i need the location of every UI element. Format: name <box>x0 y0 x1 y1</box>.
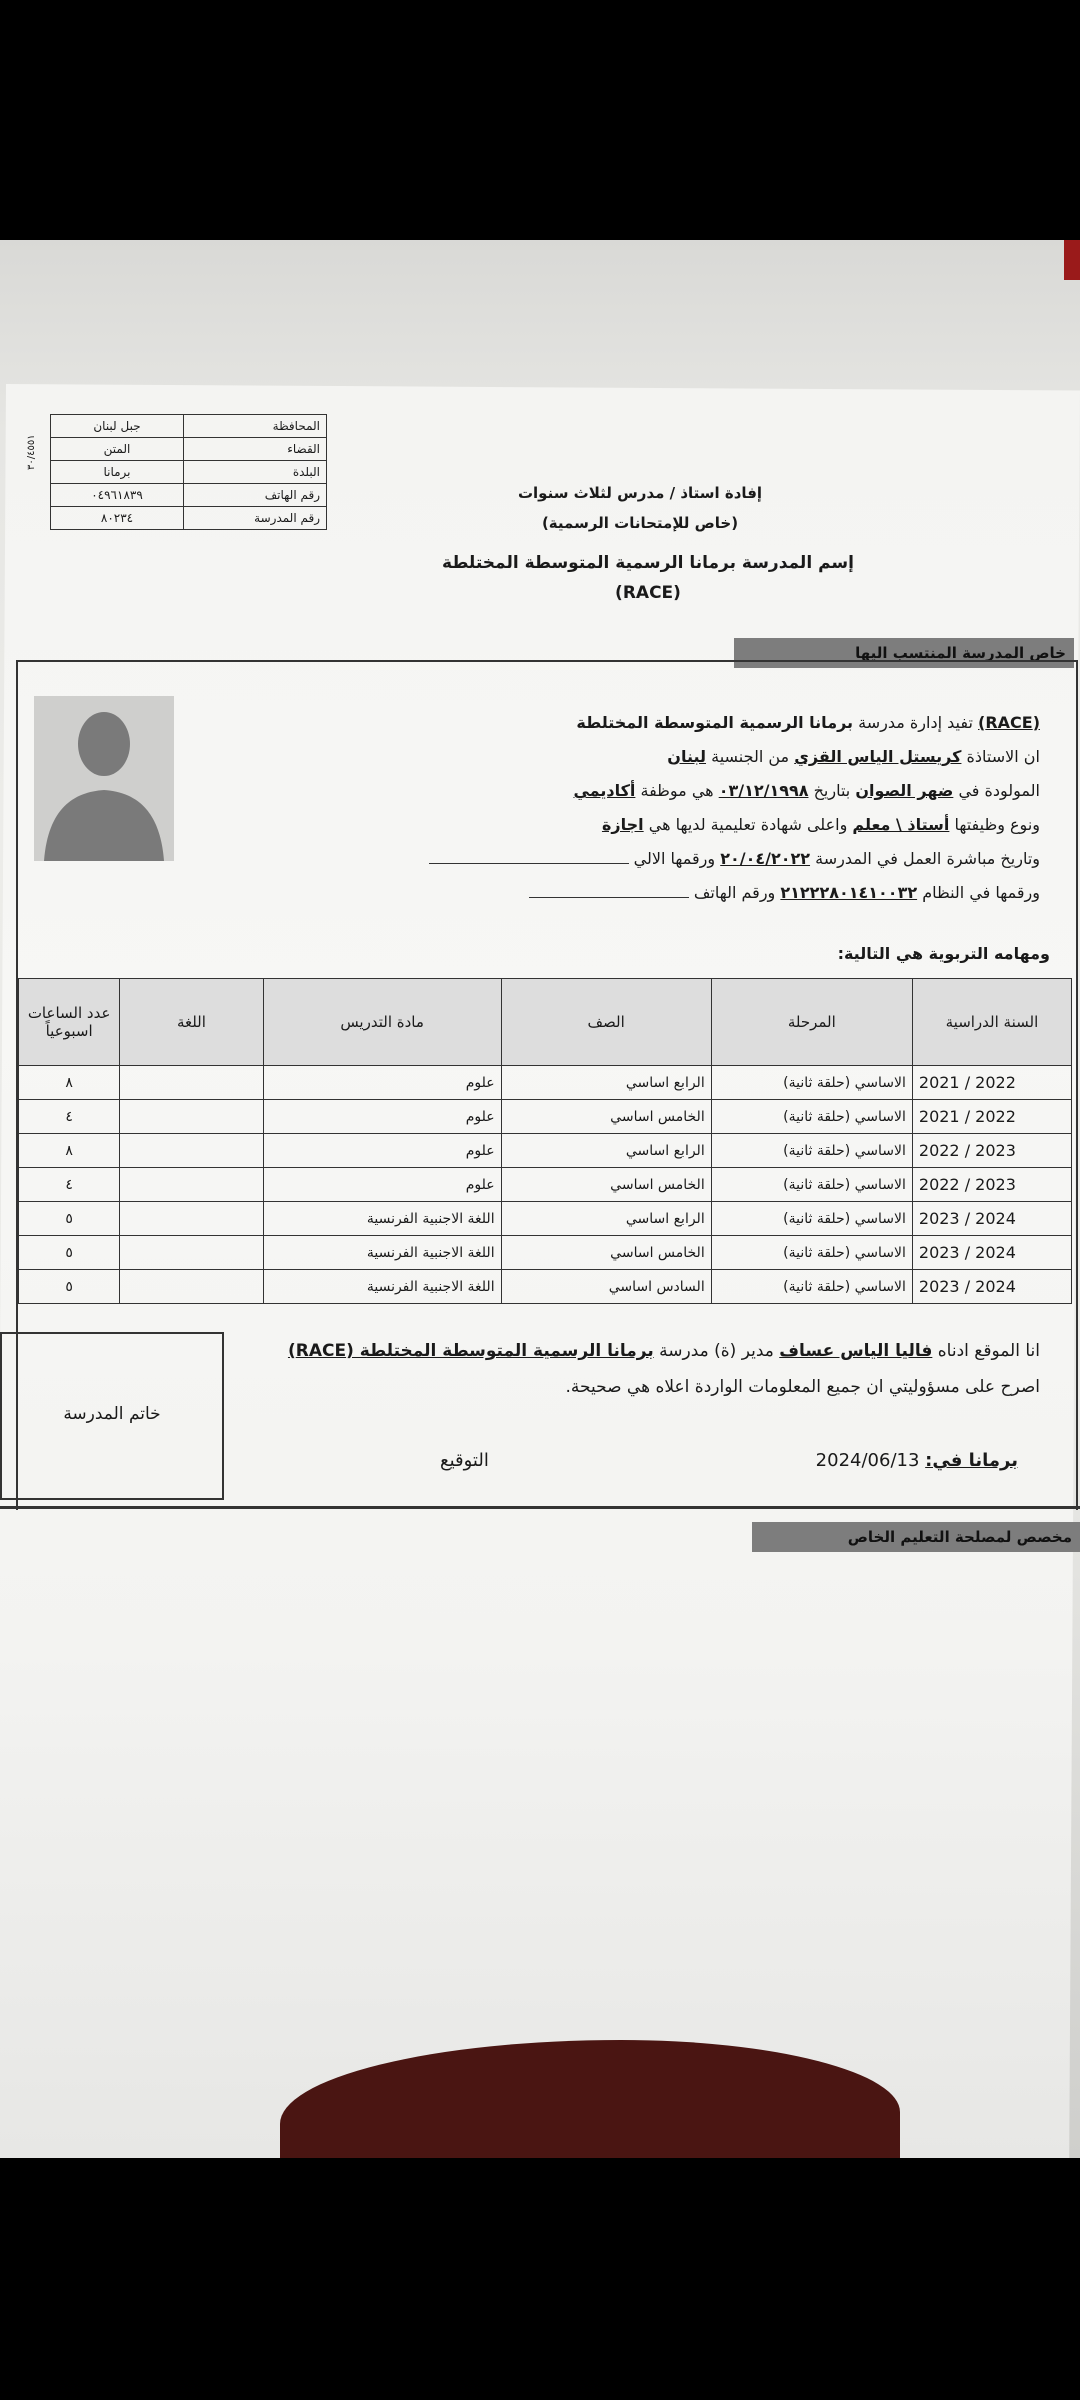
para-text: هي موظفة <box>640 781 714 800</box>
cell-class: الرابع اساسي <box>501 1202 711 1236</box>
info-row <box>51 461 327 484</box>
info-value: ٠٤٩٦١٨٣٩ <box>51 484 184 507</box>
info-row <box>51 484 327 507</box>
table-row <box>19 1270 1072 1304</box>
paragraph-line <box>360 876 1040 909</box>
col-year: السنة الدراسية <box>912 979 1071 1066</box>
cell-class: الخامس اساسي <box>501 1168 711 1202</box>
cell-hours: ٨ <box>19 1066 120 1100</box>
cell-subject: علوم <box>263 1100 501 1134</box>
para-text: ونوع وظيفتها <box>954 815 1040 834</box>
paragraph-line <box>360 842 1040 875</box>
declaration-line <box>280 1334 1040 1368</box>
cell-stage: الاساسي (حلقة ثانية) <box>711 1168 912 1202</box>
info-row <box>51 438 327 461</box>
para-text: ان الاستاذة <box>966 747 1040 766</box>
para-employee-type: أكاديمي <box>573 781 636 800</box>
cell-stage: الاساسي (حلقة ثانية) <box>711 1236 912 1270</box>
cell-hours: ٤ <box>19 1168 120 1202</box>
para-text: المولودة في <box>958 781 1040 800</box>
para-system-number: ٢١٢٢٢٨٠١٤١٠٠٣٢ <box>780 883 918 902</box>
school-stamp-box <box>0 1332 224 1500</box>
para-text: بتاريخ <box>813 781 851 800</box>
col-hours: عدد الساعات اسبوعياً <box>19 979 120 1066</box>
tasks-title: ومهامه التربوية هي التالية: <box>837 944 1050 963</box>
para-text: وتاريخ مباشرة العمل في المدرسة <box>815 849 1040 868</box>
school-name-text: إسم المدرسة برمانا الرسمية المتوسطة المختلطة <box>442 553 854 573</box>
cell-stage: الاساسي (حلقة ثانية) <box>711 1066 912 1100</box>
para-text: ورقمها في النظام <box>922 883 1040 902</box>
paragraph-line <box>360 774 1040 807</box>
cell-stage: الاساسي (حلقة ثانية) <box>711 1270 912 1304</box>
stamp-label: خاتم المدرسة <box>63 1404 161 1424</box>
cell-stage: الاساسي (حلقة ثانية) <box>711 1100 912 1134</box>
info-label: المحافظة <box>184 415 327 438</box>
cell-subject: علوم <box>263 1168 501 1202</box>
info-value: جبل لبنان <box>51 415 184 438</box>
school-code: (RACE) <box>615 583 681 603</box>
date-place: برمانا في: <box>925 1450 1018 1471</box>
para-nationality: لبنان <box>667 747 707 766</box>
frame-bottom-border <box>0 1506 1080 1509</box>
cell-hours: ٤ <box>19 1100 120 1134</box>
col-subject: مادة التدريس <box>263 979 501 1066</box>
red-edge <box>1064 240 1080 280</box>
header-subtitle: (خاص للإمتحانات الرسمية) <box>541 514 739 532</box>
cell-year: 2021 / 2022 <box>912 1066 1071 1100</box>
para-text: من الجنسية <box>711 747 790 766</box>
info-row <box>51 415 327 438</box>
cell-subject: علوم <box>263 1066 501 1100</box>
table-row <box>19 1066 1072 1100</box>
info-label: القضاء <box>184 438 327 461</box>
cell-class: الخامس اساسي <box>501 1100 711 1134</box>
table-row <box>19 1100 1072 1134</box>
cell-hours: ٥ <box>19 1202 120 1236</box>
school-name <box>408 548 888 608</box>
paragraph-line <box>360 740 1040 773</box>
para-text: ورقمها الالي <box>633 849 716 868</box>
decl-text: انا الموقع ادناه <box>937 1341 1040 1361</box>
paragraph-line <box>360 706 1040 739</box>
info-value: برمانا <box>51 461 184 484</box>
cell-class: الرابع اساسي <box>501 1134 711 1168</box>
cell-year: 2023 / 2024 <box>912 1202 1071 1236</box>
cell-stage: الاساسي (حلقة ثانية) <box>711 1202 912 1236</box>
para-school-code: (RACE) <box>978 713 1040 732</box>
info-row <box>51 507 327 530</box>
cell-subject: علوم <box>263 1134 501 1168</box>
cell-year: 2022 / 2023 <box>912 1168 1071 1202</box>
decl-school-name: برمانا الرسمية المتوسطة المختلطة (RACE) <box>287 1341 654 1361</box>
para-job: أستاذ \ معلم <box>852 815 950 834</box>
col-class: الصف <box>501 979 711 1066</box>
cell-year: 2023 / 2024 <box>912 1270 1071 1304</box>
cell-language <box>120 1236 263 1270</box>
cell-hours: ٥ <box>19 1270 120 1304</box>
info-value: المتن <box>51 438 184 461</box>
col-language: اللغة <box>120 979 263 1066</box>
cell-hours: ٥ <box>19 1236 120 1270</box>
table-row <box>19 1202 1072 1236</box>
para-certificate: اجازة <box>601 815 644 834</box>
para-text: ورقم الهاتف <box>693 883 776 902</box>
decl-text: مدير (ة) مدرسة <box>659 1341 774 1361</box>
declaration-line <box>280 1370 1040 1404</box>
section-bar-school: خاص المدرسة المنتسب اليها <box>734 638 1074 668</box>
cell-year: 2021 / 2022 <box>912 1100 1071 1134</box>
cell-subject: اللغة الاجنبية الفرنسية <box>263 1236 501 1270</box>
blank-line <box>529 897 689 898</box>
signature-label: التوقيع <box>440 1450 489 1471</box>
para-text: واعلى شهادة تعليمية لديها هي <box>648 815 848 834</box>
section-bar-private-education: مخصص لمصلحة التعليم الخاص <box>752 1522 1080 1552</box>
side-mark: ٣٠/٤٥٥١ <box>26 434 37 470</box>
cell-language <box>120 1168 263 1202</box>
cell-subject: اللغة الاجنبية الفرنسية <box>263 1270 501 1304</box>
info-label: رقم الهاتف <box>184 484 327 507</box>
header-title: إفادة استاذ / مدرس لثلاث سنوات <box>517 484 763 502</box>
cell-year: 2023 / 2024 <box>912 1236 1071 1270</box>
para-text: تفيد إدارة مدرسة <box>858 713 973 732</box>
table-row <box>19 1168 1072 1202</box>
para-teacher-name: كريستل الياس القزي <box>794 747 962 766</box>
table-header-row <box>19 979 1072 1066</box>
cell-subject: اللغة الاجنبية الفرنسية <box>263 1202 501 1236</box>
cell-class: السادس اساسي <box>501 1270 711 1304</box>
para-birthplace: ضهر الصوان <box>855 781 954 800</box>
date-value: 2024/06/13 <box>815 1450 920 1471</box>
blank-line <box>429 863 629 864</box>
cell-stage: الاساسي (حلقة ثانية) <box>711 1134 912 1168</box>
cell-class: الخامس اساسي <box>501 1236 711 1270</box>
table-row <box>19 1236 1072 1270</box>
cell-class: الرابع اساسي <box>501 1066 711 1100</box>
person-silhouette-icon <box>34 696 174 861</box>
cell-language <box>120 1202 263 1236</box>
cell-language <box>120 1066 263 1100</box>
cell-year: 2022 / 2023 <box>912 1134 1071 1168</box>
document-header <box>460 478 820 538</box>
date-line <box>816 1450 1018 1471</box>
cell-language <box>120 1270 263 1304</box>
tasks-table <box>18 978 1072 1304</box>
cell-language <box>120 1100 263 1134</box>
info-table <box>50 414 327 530</box>
para-school-name: برمانا الرسمية المتوسطة المختلطة <box>576 713 854 732</box>
decl-principal-name: فاليا الياس عساف <box>779 1341 933 1361</box>
info-label: البلدة <box>184 461 327 484</box>
decl-text: اصرح على مسؤوليتي ان جميع المعلومات الواردة اعلاه هي صحيحة. <box>565 1377 1040 1397</box>
para-birthdate: ٠٣/١٢/١٩٩٨ <box>718 781 809 800</box>
para-start-date: ٢٠/٠٤/٢٠٢٢ <box>720 849 811 868</box>
info-value: ٨٠٢٣٤ <box>51 507 184 530</box>
table-row <box>19 1134 1072 1168</box>
cell-language <box>120 1134 263 1168</box>
info-label: رقم المدرسة <box>184 507 327 530</box>
paragraph-line <box>360 808 1040 841</box>
avatar <box>34 696 174 861</box>
cell-hours: ٨ <box>19 1134 120 1168</box>
col-stage: المرحلة <box>711 979 912 1066</box>
